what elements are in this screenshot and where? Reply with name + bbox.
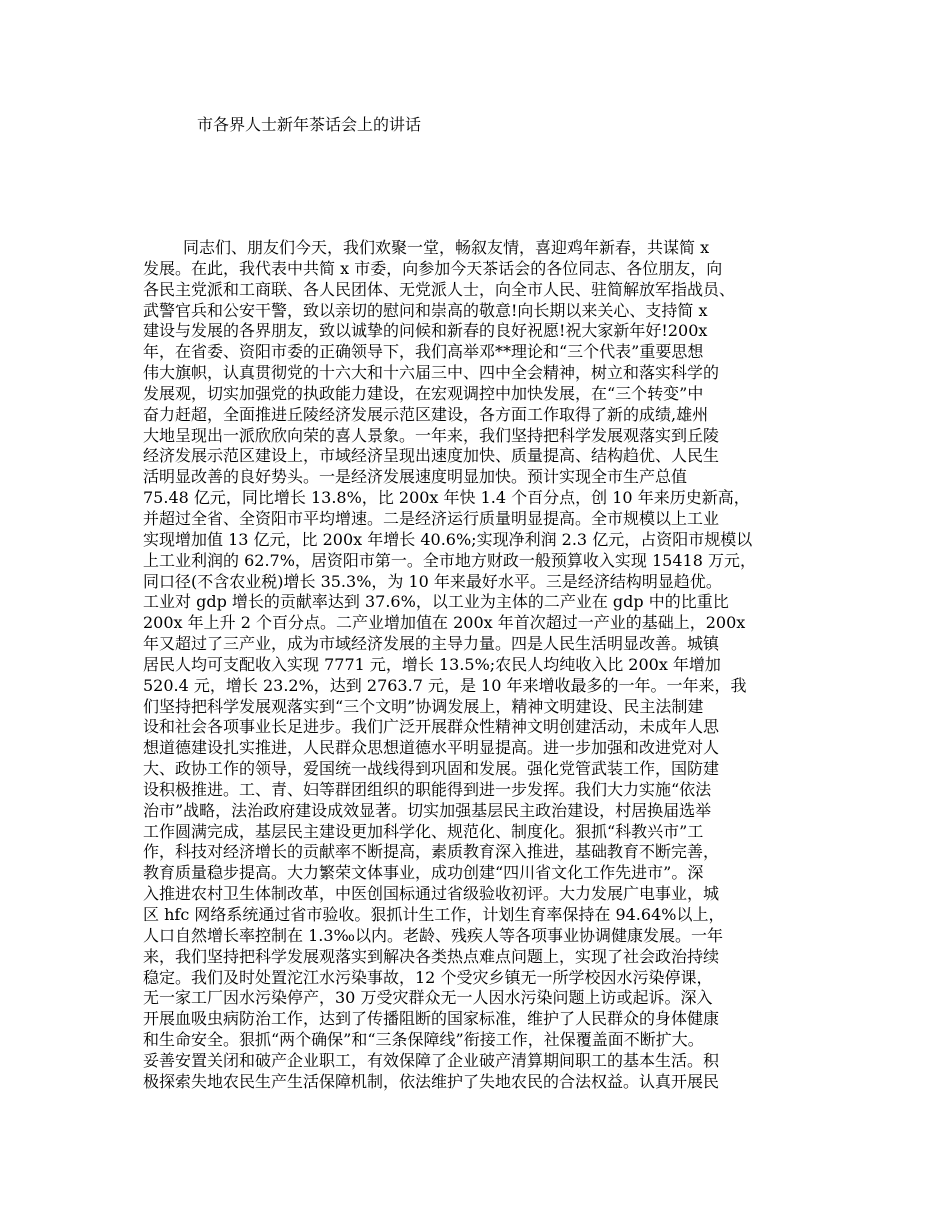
text-line: 入推进农村卫生体制改革，中医创国标通过省级验收初评。大力发展广电事业，城: [143, 884, 720, 904]
text-line: 同口径(不含农业税)增长 35.3%，为 10 年来最好水平。三是经济结构明显趋优。: [143, 571, 722, 591]
text-line: 年又超过了三产业，成为市域经济发展的主导力量。四是人民生活明显改善。城镇: [143, 634, 720, 654]
text-line: 教育质量稳步提高。大力繁荣文体事业，成功创建“四川省文化工作先进市”。深: [143, 863, 704, 883]
text-line: 活明显改善的良好势头。一是经济发展速度明显加快。预计实现全市生产总值: [143, 467, 688, 487]
text-line: 设积极推进。工、青、妇等群团组织的职能得到进一步发挥。我们大力实施“依法: [143, 779, 712, 799]
text-line: 大、政协工作的领导，爱国统一战线得到巩固和发展。强化党管武装工作，国防建: [143, 759, 720, 779]
text-line: 上工业利润的 62.7%，居资阳市第一。全市地方财政一般预算收入实现 15418 万元，: [143, 550, 756, 570]
text-line: 开展血吸虫病防治工作，达到了传播阻断的国家标准，维护了人民群众的身体健康: [143, 1009, 720, 1029]
text-line: 经济发展示范区建设上，市域经济呈现出速度加快、质量提高、结构趋优、人民生: [143, 446, 720, 466]
text-line: 520.4 元，增长 23.2%，达到 2763.7 元，是 10 年来增收最多的一年。一年来，我: [143, 675, 747, 695]
text-line: 区 hfc 网络系统通过省市验收。狠抓计生工作，计划生育率保持在 94.64%以上，: [143, 905, 725, 924]
text-line: 稳定。我们及时处置沱江水污染事故，12 个受灾乡镇无一所学校因水污染停课，: [143, 967, 713, 987]
text-line: 200x 年上升 2 个百分点。二产业增加值在 200x 年首次超过一产业的基础上，200x: [143, 613, 746, 633]
text-line: 发展观，切实加强党的执政能力建设，在宏观调控中加快发展，在“三个转变”中: [143, 383, 704, 403]
speech-body: [143, 238, 823, 1093]
text-line: 想道德建设扎实推进，人民群众思想道德水平明显提高。进一步加强和改进党对人: [143, 738, 720, 758]
text-line: 极探索失地农民生产生活保障机制，依法维护了失地农民的合法权益。认真开展民: [143, 1071, 720, 1091]
text-line: 大地呈现出一派欣欣向荣的喜人景象。一年来，我们坚持把科学发展观落实到丘陵: [143, 425, 720, 445]
text-line: 75.48 亿元，同比增长 13.8%，比 200x 年快 1.4 个百分点，创 10 年来历史新高，: [143, 488, 750, 508]
text-line: 武警官兵和公安干警，致以亲切的慰问和崇高的敬意!向长期以来关心、支持简 x: [143, 300, 708, 320]
text-line: 设和社会各项事业长足进步。我们广泛开展群众性精神文明创建活动，未成年人思: [143, 717, 720, 737]
text-line: 来，我们坚持把科学发展观落实到解决各类热点难点问题上，实现了社会政治持续: [143, 946, 720, 966]
text-line: 年，在省委、资阳市委的正确领导下，我们高举邓**理论和“三个代表”重要思想: [143, 342, 704, 362]
text-line: 同志们、朋友们今天，我们欢聚一堂，畅叙友情，喜迎鸡年新春，共谋简 x: [183, 238, 710, 257]
text-line: 妥善安置关闭和破产企业职工，有效保障了企业破产清算期间职工的基本生活。积: [143, 1050, 720, 1070]
text-line: 工作圆满完成，基层民主建设更加科学化、规范化、制度化。狠抓“科教兴市”工: [143, 821, 704, 841]
text-line: 人口自然增长率控制在 1.3‰以内。老龄、残疾人等各项事业协调健康发展。一年: [143, 925, 724, 945]
text-line: 建设与发展的各界朋友，致以诚挚的问候和新春的良好祝愿!祝大家新年好!200x: [143, 321, 708, 341]
text-line: 奋力赶超，全面推进丘陵经济发展示范区建设，各方面工作取得了新的成绩,雄州: [143, 404, 709, 424]
text-line: 发展。在此，我代表中共简 x 市委，向参加今天茶话会的各位同志、各位朋友，向: [143, 258, 723, 278]
text-line: 无一家工厂因水污染停产，30 万受灾群众无一人因水污染问题上访或起诉。深入: [143, 988, 713, 1008]
text-line: 伟大旗帜，认真贯彻党的十六大和十六届三中、四中全会精神，树立和落实科学的: [143, 363, 720, 383]
text-line: 和生命安全。狠抓“两个确保”和“三条保障线”衔接工作，社保覆盖面不断扩大。: [143, 1030, 704, 1050]
text-line: 治市”战略，法治政府建设成效显著。切实加强基层民主政治建设，村居换届选举: [143, 800, 712, 820]
text-line: 工业对 gdp 增长的贡献率达到 37.6%，以工业为主体的二产业在 gdp 中的比重比: [143, 592, 729, 612]
text-line: 实现增加值 13 亿元，比 200x 年增长 40.6%;实现净利润 2.3 亿元，占资阳市规模以: [143, 529, 753, 549]
text-line: 并超过全省、全资阳市平均增速。二是经济运行质量明显提高。全市规模以上工业: [143, 508, 720, 528]
text-line: 们坚持把科学发展观落实到“三个文明”协调发展上，精神文明建设、民主法制建: [143, 696, 704, 716]
document-title: 市各界人士新年茶话会上的讲话: [197, 115, 422, 134]
text-line: 各民主党派和工商联、各人民团体、无党派人士，向全市人民、驻简解放军指战员、: [143, 279, 736, 299]
text-line: 作，科技对经济增长的贡献率不断提高，素质教育深入推进，基础教育不断完善，: [143, 842, 720, 862]
text-line: 居民人均可支配收入实现 7771 元，增长 13.5%;农民人均纯收入比 200x 年增加: [143, 654, 721, 674]
